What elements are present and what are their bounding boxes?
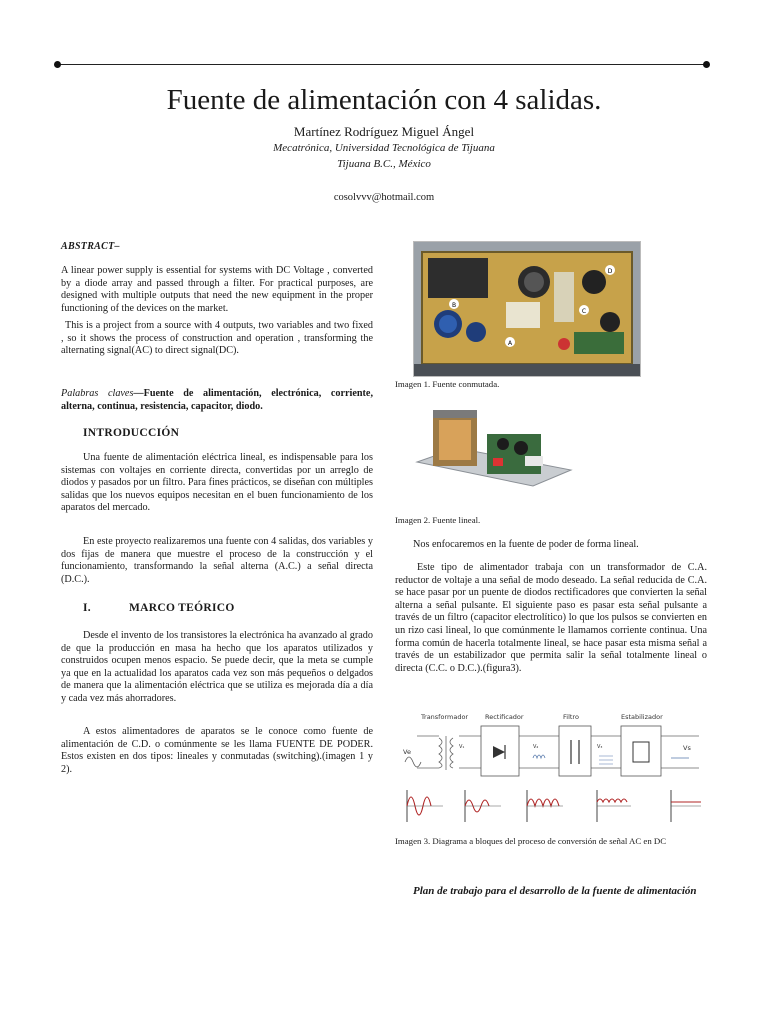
diagram-label-filtro: Filtro xyxy=(563,713,579,721)
right-paragraph-2: Este tipo de alimentador trabaja con un transformador de C.A. reductor de voltaje a una señal de modo deseado. La señal reducida de C.A. se hace pasar por un puente de diodos rectificadores que convierten la señal alterna a señal pulsante. El siguiente paso es pasar esta señal pulsante a través de un filtro (capacitor electrolítico) lo que los pulsos se convierten en un rizo casi lineal, lo que comúnmente le llamamos corriente continua. Una forma común de hacerla totalmente lineal, se hace pasar esta misma señal a través de un estabilizador que permita salir la señal totalmente lineal o directa (C.C. o D.C.).(figura3). xyxy=(395,562,707,674)
svg-text:B: B xyxy=(451,302,457,309)
diagram-output-label: Vs xyxy=(683,744,691,752)
intro-paragraph-1: Una fuente de alimentación eléctrica lineal, es indispensable para los sistemas con voltajes en corriente directa, convertidas por un arreglo de diodos y pasados por un filtro. Para fines prácticos, se diseñan con múltiples salidas que los nuevos equipos necesitan en el buen funcionamiento de los aparatos del mercado. xyxy=(61,452,373,514)
paper-title: Fuente de alimentación con 4 salidas. xyxy=(166,84,602,116)
right-column xyxy=(395,0,707,1024)
section-number: I. xyxy=(83,602,91,614)
svg-text:D: D xyxy=(607,268,613,275)
rule-dot-left xyxy=(54,61,61,68)
keywords-label: Palabras claves xyxy=(61,388,134,399)
keywords-dash: — xyxy=(133,388,144,399)
author-name: Martínez Rodríguez Miguel Ángel xyxy=(293,124,475,139)
abstract-paragraph-1: A linear power supply is essential for systems with DC Voltage , converted by a diode array and passed through a filter. For practical purposes, are designed with multiple outputs that need the new equipment in the proper functioning of the devices on the market. xyxy=(61,265,373,314)
svg-text:C: C xyxy=(581,308,587,315)
abstract-heading: ABSTRACT– xyxy=(61,241,120,252)
marco-paragraph-1: Desde el invento de los transistores la electrónica ha avanzado al grado de que la producción en masa ha hecho que los aparatos utilizados y construidos ocupen menos espacio. Se puede decir, que la meta se cumple ya que en la actualidad los aparatos cada vez son más pequeños o delgados de manera que la alimentación eléctrica que se utiliza es mejorada día a día y cada vez más ahorradores. xyxy=(61,630,373,704)
diagram-label-transformador: Transformador xyxy=(421,713,469,721)
figure-1-caption: Imagen 1. Fuente conmutada. xyxy=(395,379,500,389)
left-column xyxy=(61,0,373,1024)
abstract-paragraph-2: This is a project from a source with 4 outputs, two variables and two fixed , so it shows the process of construction and operation , transforming the alternating signal(AC) to direct signal(DC). xyxy=(61,320,373,357)
marco-paragraph-2: A estos alimentadores de aparatos se le conoce como fuente de alimentación de C.D. o comúnmente se les llama FUENTE DE PODER. Estos existen en dos tipos: lineales y conmutadas (switching).(imagen 1 y 2). xyxy=(61,726,373,775)
diagram-label-estabilizador: Estabilizador xyxy=(621,713,663,721)
diagram-input-label: Ve xyxy=(403,748,411,756)
keywords-text: Fuente de alimentación, electrónica, corriente, alterna, continua, resistencia, capacitor, diodo. xyxy=(61,388,373,412)
affiliation-line-1: Mecatrónica, Universidad Tecnológica de Tijuana xyxy=(273,142,495,154)
intro-paragraph-2: En este proyecto realizaremos una fuente con 4 salidas, dos variables y dos fijas de manera que muestre el proceso de la construcción y el funcionamiento, transformando la señal alterna (A.C.) a señal directa (D.C.). xyxy=(61,536,373,585)
linear-supply-photo xyxy=(413,400,573,496)
diagram-v1-label: V₁ xyxy=(459,744,465,750)
affiliation-line-2: Tijuana B.C., México xyxy=(337,158,431,170)
marco-heading: MARCO TEÓRICO xyxy=(129,602,235,614)
author-email: cosolvvv@hotmail.com xyxy=(333,192,435,203)
block-diagram-svg xyxy=(399,710,705,826)
right-paragraph-1: Nos enfocaremos en la fuente de poder de forma lineal. xyxy=(413,539,639,550)
diagram-v2-label: V₂ xyxy=(533,744,539,750)
block-diagram xyxy=(399,710,705,826)
figure-2-caption: Imagen 2. Fuente lineal. xyxy=(395,515,481,525)
linear-supply-illustration xyxy=(413,400,573,496)
keywords-paragraph xyxy=(61,388,373,413)
switching-supply-illustration xyxy=(414,242,640,376)
intro-heading: INTRODUCCIÓN xyxy=(83,427,180,439)
svg-text:A: A xyxy=(507,340,513,347)
plan-heading: Plan de trabajo para el desarrollo de la fuente de alimentación xyxy=(413,885,697,897)
figure-3-caption: Imagen 3. Diagrama a bloques del proceso de conversión de señal AC en DC xyxy=(395,836,667,846)
switching-supply-photo xyxy=(413,241,641,377)
diagram-v3-label: V₃ xyxy=(597,744,603,750)
diagram-label-rectificador: Rectificador xyxy=(485,713,524,721)
